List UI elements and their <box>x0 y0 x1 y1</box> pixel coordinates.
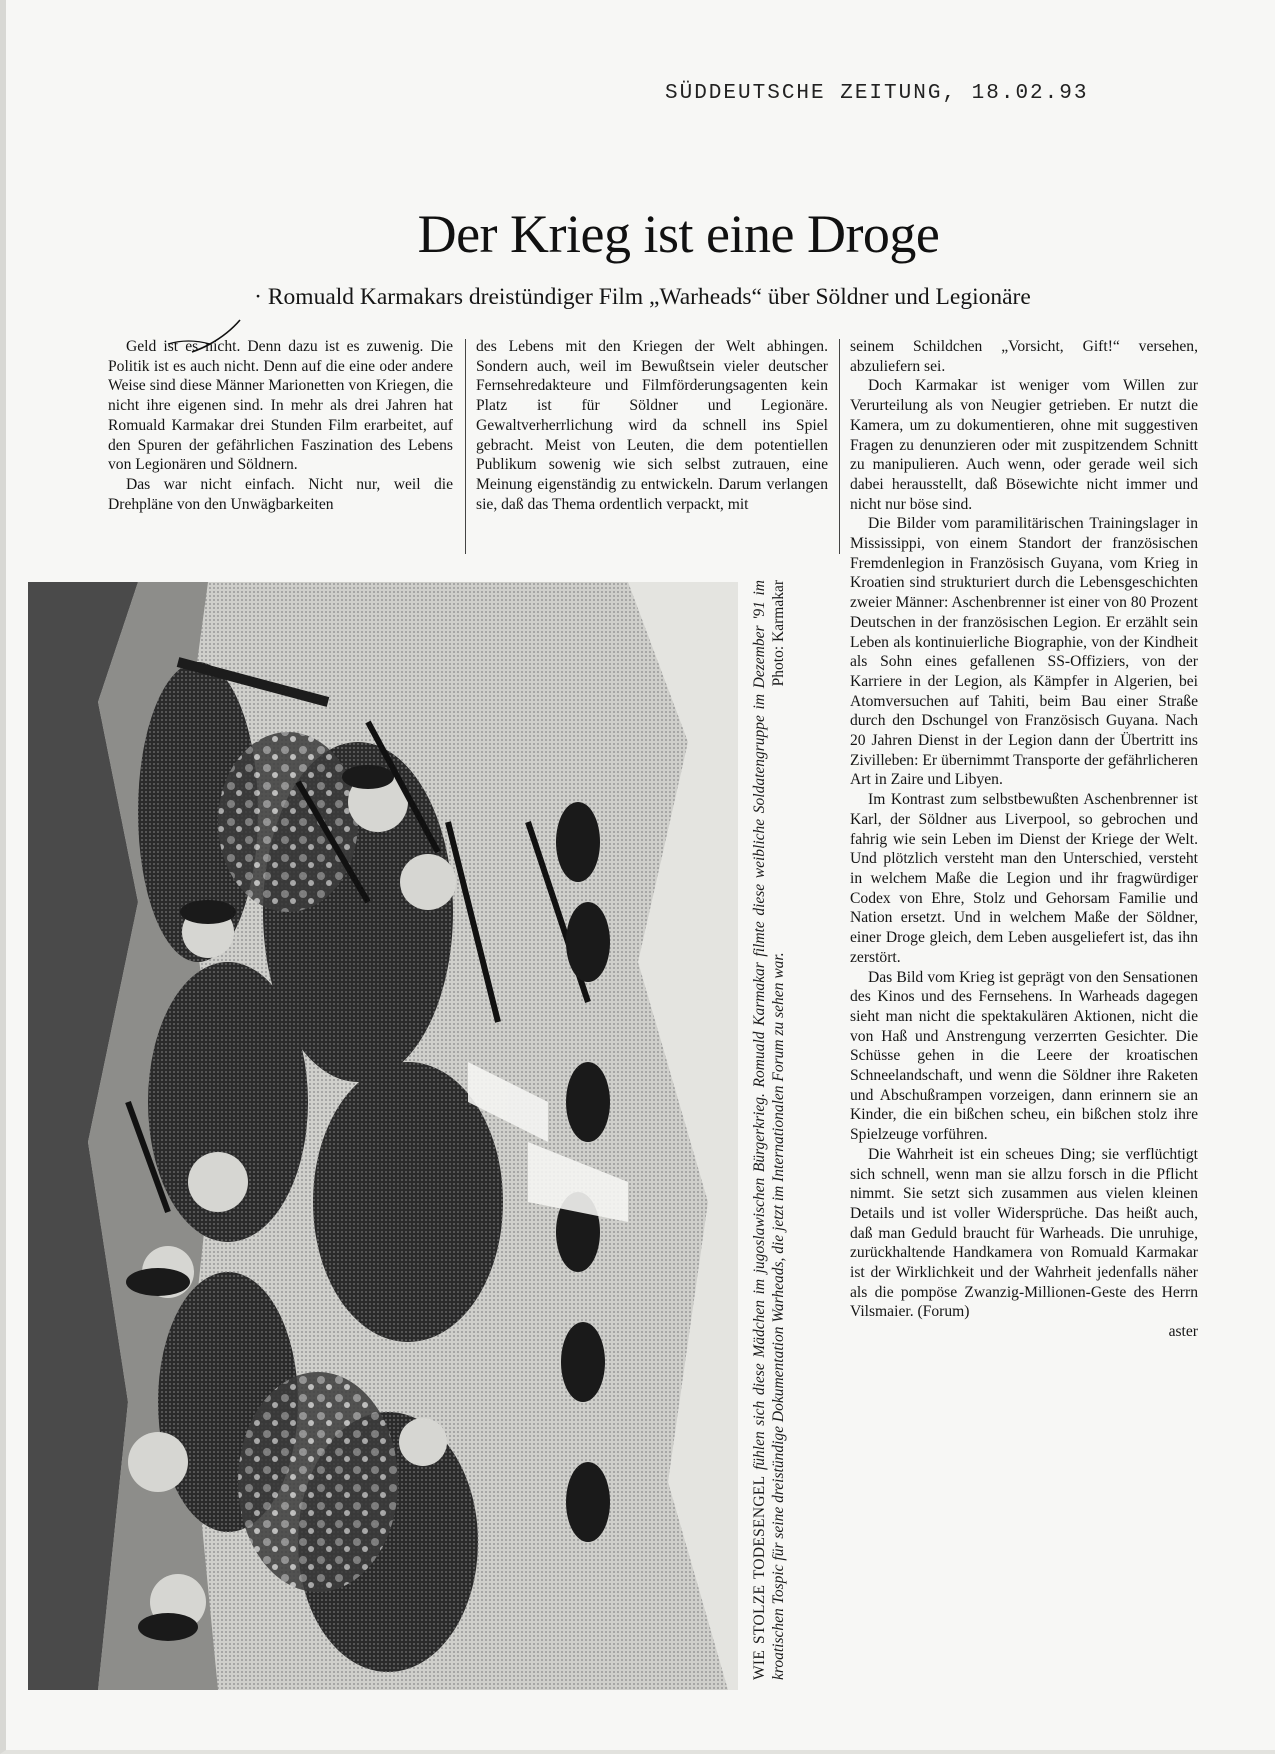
paragraph: Das Bild vom Krieg ist geprägt von den Sensationen des Kinos und des Fernsehens. In Warheads dagegen sieht man nicht die spektakulären Aktionen, nicht die von Haß und Anstrengung verzerrten Gesichter. Die Schüsse gehen in die Leere der kroatischen Schneelandschaft, und wenn die Söldner ihre Raketen und Abschußrampen vorzeigen, dann erinnern sie an Kinder, die ein bißchen scheu, ein bißchen stolz ihre Spielzeuge vorführen. <box>850 968 1198 1144</box>
subheadline: · Romuald Karmakars dreistündiger Film „Warheads“ über Söldner und Legionäre <box>254 284 1031 310</box>
caption-lead: WIE STOLZE TODESENGEL <box>751 1475 768 1680</box>
photo-caption-wrapper <box>743 580 795 1680</box>
paragraph: seinem Schildchen „Vorsicht, Gift!“ versehen, abzuliefern sei. <box>850 338 1198 375</box>
article-photo <box>28 582 738 1690</box>
column-divider <box>839 339 840 554</box>
column-divider <box>465 339 466 554</box>
caption-text: fühlen sich diese Mädchen im jugoslawischen Bürgerkrieg. Romuald Karmakar filmte diese weibliche Soldatengruppe im Dezember '91 im kroatischen Tospic für seine dreistündige Dokumentation Warheads, die jetzt im Internationalen Forum zu sehen war. <box>751 580 787 1680</box>
paragraph: Im Kontrast zum selbstbewußten Aschenbrenner ist Karl, der Söldner aus Liverpool, so gebrochen und fahrig wie sein Leben im Dienst der Kriege der Welt. Und plötzlich versteht man den Unterschied, versteht in welchem Maße die Legion und ihr fragwürdiger Codex von Ehre, Stolz und Gehorsam Familie und Nation ersetzt. Und in welchem Maße der Söldner, einer Droge gleich, dem Leben ausgeliefert ist, das ihn zerstört. <box>850 791 1198 966</box>
paragraph: Die Wahrheit ist ein scheues Ding; sie verflüchtigt sich schnell, wenn man sie allzu forsch in die Pflicht nimmt. Sie setzt sich zusammen aus vielen kleinen Details und ist voller Widersprüche. Das heißt auch, daß man Geduld braucht für Warheads. Die unruhige, zurückhaltende Handkamera von Romuald Karmakar ist der Wirklichkeit und der Wahrheit jedenfalls näher als die pompöse Zwanzig-Millionen-Geste des Herrn Vilsmaier. (Forum) <box>850 1145 1198 1321</box>
article-column-2 <box>476 337 828 514</box>
author-signature: aster <box>1168 1323 1198 1341</box>
photo-caption <box>751 580 788 1680</box>
paragraph: Geld ist es nicht. Denn dazu ist es zuwenig. Die Politik ist es auch nicht. Denn auf die eine oder andere Weise sind diese Männer Marionetten von Kriegen, die nicht ihre eigenen sind. In mehr als drei Jahren hat Romuald Karmakar drei Stunden Film erarbeitet, auf den Spuren der gefährlichen Faszination des Lebens von Legionären und Söldnern. <box>108 338 453 474</box>
paragraph: Doch Karmakar ist weniger vom Willen zur Verurteilung als von Neugier getrieben. Er nutzt die Kamera, um zu dokumentieren, ohne mit suggestiven Fragen zu denunzieren oder mit zuspitzendem Schnitt zu manipulieren. Auch wenn, oder gerade weil sich dabei herausstellt, daß Bösewichte nicht immer und nicht nur böse sind. <box>850 377 1198 513</box>
photo-credit: Photo: Karmakar <box>769 580 787 687</box>
author-line <box>850 1322 1198 1342</box>
paragraph: Die Bilder vom paramilitärischen Trainingslager in Mississippi, von einem Standort der französischen Fremdenlegion in Französisch Guyana, vom Krieg in Kroatien sind strukturiert durch die Lebensgeschichten zweier Männer: Aschenbrenner ist einer von 80 Prozent Deutschen in der französischen Legion. Er erzählt sein Leben als kontinuierliche Biographie, von der Kindheit als Sohn eines gefallenen SS-Offiziers, von der Karriere in der Legion, als Kämpfer in Algerien, bei Atomversuchen auf Tahiti, beim Bau einer Straße durch den Dschungel von Französisch Guyana. Nach 20 Jahren Dienst in der Legion dann der Übertritt ins Zivilleben: Er übernimmt Transporte der gefährlicheren Art in Zaire und Libyen. <box>850 515 1198 789</box>
source-line: SÜDDEUTSCHE ZEITUNG, 18.02.93 <box>665 82 1089 105</box>
paragraph: Das war nicht einfach. Nicht nur, weil die Drehpläne von den Unwägbarkeiten <box>108 475 453 513</box>
article-column-1 <box>108 337 453 514</box>
paragraph: des Lebens mit den Kriegen der Welt abhingen. Sondern auch, weil im Bewußtsein vieler deutscher Fernsehredakteure und Filmförderungsagenten kein Platz ist für Söldner und Legionäre. Gewaltverherrlichung wird da schnell ins Spiel gebracht. Meist von Leuten, die dem potentiellen Publikum sowenig wie sich selbst zutrauen, eine Meinung eigenständig zu entwickeln. Darum verlangen sie, daß das Thema ordentlich verpackt, mit <box>476 338 828 513</box>
article-column-3 <box>850 337 1198 1342</box>
headline: Der Krieg ist eine Droge <box>417 204 940 264</box>
